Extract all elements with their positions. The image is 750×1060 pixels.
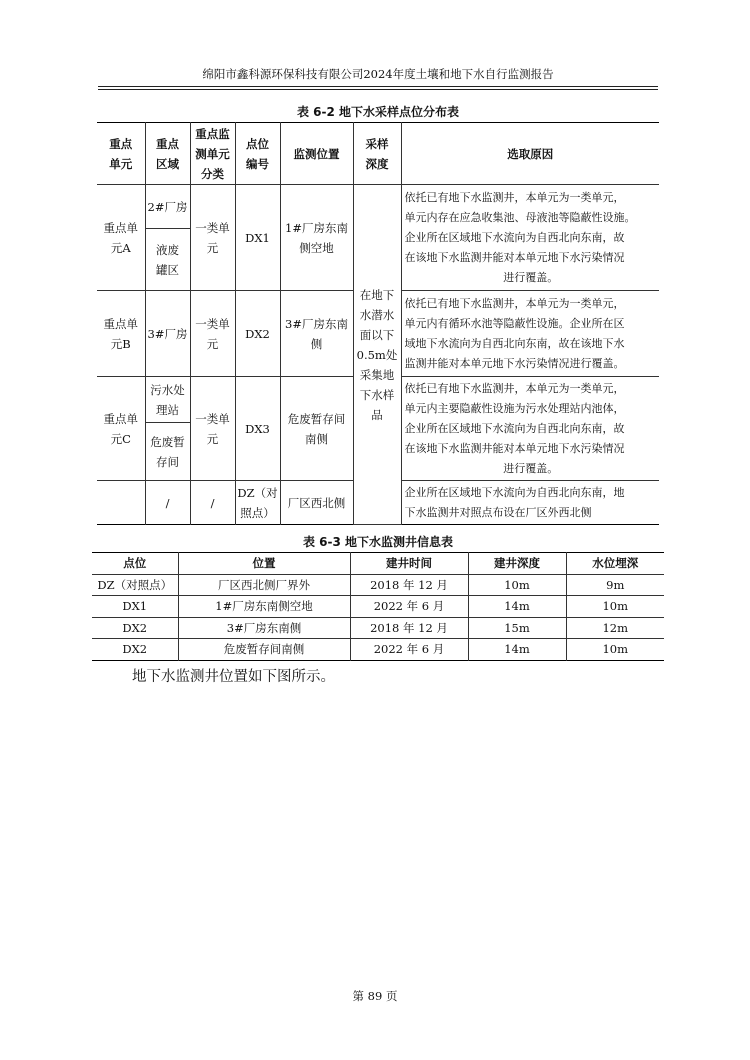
table-row xyxy=(92,574,664,596)
header-rule-thin xyxy=(98,89,658,90)
location-cell: 3#厂房东南 侧 xyxy=(280,291,353,377)
area-cell: 污水处 理站 xyxy=(145,377,190,423)
cell: 厂区西北侧厂界外 xyxy=(178,574,350,596)
code-cell: DX2 xyxy=(235,291,280,377)
table-row xyxy=(92,639,664,661)
th-unit: 重点 单元 xyxy=(97,123,145,185)
category-cell: 一类单 元 xyxy=(190,185,235,291)
th-reason: 选取原因 xyxy=(401,123,659,185)
category-cell: 一类单 元 xyxy=(190,291,235,377)
th-category: 重点监 测单元 分类 xyxy=(190,123,235,185)
area-cell: 液废 罐区 xyxy=(145,229,190,291)
groundwater-sampling-table xyxy=(97,122,659,525)
cell: 10m xyxy=(468,574,566,596)
th-code: 点位 编号 xyxy=(235,123,280,185)
cell: 10m xyxy=(566,596,664,618)
cell: 9m xyxy=(566,574,664,596)
unit-cell xyxy=(97,481,145,525)
page-number: 第 89 页 xyxy=(352,989,398,1003)
cell: 2022 年 6 月 xyxy=(350,596,468,618)
th-well-depth: 建井深度 xyxy=(468,553,566,575)
cell: 2018 年 12 月 xyxy=(350,574,468,596)
monitoring-well-table xyxy=(92,552,664,661)
location-cell: 厂区西北侧 xyxy=(280,481,353,525)
code-cell: DX3 xyxy=(235,377,280,481)
reason-cell: 企业所在区域地下水流向为自西北向东南，地 下水监测井对照点布设在厂区外西北侧 xyxy=(401,481,659,525)
body-paragraph: 地下水监测井位置如下图所示。 xyxy=(132,669,335,685)
th-area: 重点 区域 xyxy=(145,123,190,185)
area-cell: 危废暂 存间 xyxy=(145,423,190,481)
table2-caption: 表 6-3 地下水监测井信息表 xyxy=(302,535,454,549)
table1-caption: 表 6-2 地下水采样点位分布表 xyxy=(296,105,460,119)
table-row xyxy=(92,596,664,618)
depth-cell: 在地下 水潜水 面以下 0.5m处 采集地 下水样 品 xyxy=(353,185,401,525)
th-build-time: 建井时间 xyxy=(350,553,468,575)
th-depth: 采样 深度 xyxy=(353,123,401,185)
table1-header-row xyxy=(97,123,659,185)
location-cell: 1#厂房东南 侧空地 xyxy=(280,185,353,291)
area-cell: / xyxy=(145,481,190,525)
cell: DX2 xyxy=(92,639,178,661)
area-cell: 2#厂房 xyxy=(145,185,190,229)
cell: DX2 xyxy=(92,617,178,639)
cell: DZ（对照点） xyxy=(92,574,178,596)
unit-cell: 重点单 元B xyxy=(97,291,145,377)
cell: 危废暂存间南侧 xyxy=(178,639,350,661)
cell: 14m xyxy=(468,596,566,618)
area-cell: 3#厂房 xyxy=(145,291,190,377)
category-cell: 一类单 元 xyxy=(190,377,235,481)
table2-header-row xyxy=(92,553,664,575)
th-position: 位置 xyxy=(178,553,350,575)
header-rule-thick xyxy=(98,86,658,87)
th-location: 监测位置 xyxy=(280,123,353,185)
table-row xyxy=(97,185,659,229)
th-point: 点位 xyxy=(92,553,178,575)
location-cell: 危废暂存间 南侧 xyxy=(280,377,353,481)
cell: 3#厂房东南侧 xyxy=(178,617,350,639)
unit-cell: 重点单 元C xyxy=(97,377,145,481)
reason-cell: 依托已有地下水监测井，本单元为一类单元， 单元内存在应急收集池、母液池等隐蔽性设施。 企业所在区域地下水流向为自西北向东南，故 在该地下水监测井能对本单元地下水污染情况 进行覆盖。 xyxy=(401,185,659,291)
cell: 15m xyxy=(468,617,566,639)
code-cell: DZ（对 照点） xyxy=(235,481,280,525)
cell: 12m xyxy=(566,617,664,639)
reason-cell: 依托已有地下水监测井，本单元为一类单元， 单元内有循环水池等隐蔽性设施。企业所在区 域地下水流向为自西北向东南，故在该地下水 监测井能对本单元地下水污染情况进行覆盖。 xyxy=(401,291,659,377)
cell: 14m xyxy=(468,639,566,661)
cell: DX1 xyxy=(92,596,178,618)
table-row xyxy=(92,617,664,639)
cell: 10m xyxy=(566,639,664,661)
unit-cell: 重点单 元A xyxy=(97,185,145,291)
code-cell: DX1 xyxy=(235,185,280,291)
cell: 2022 年 6 月 xyxy=(350,639,468,661)
reason-cell: 依托已有地下水监测井，本单元为一类单元， 单元内主要隐蔽性设施为污水处理站内池体， 企业所在区域地下水流向为自西北向东南，故 在该地下水监测井能对本单元地下水污染情况 进行覆盖。 xyxy=(401,377,659,481)
cell: 1#厂房东南侧空地 xyxy=(178,596,350,618)
th-water-depth: 水位埋深 xyxy=(566,553,664,575)
running-header: 绵阳市鑫科源环保科技有限公司2024年度土壤和地下水自行监测报告 xyxy=(202,67,554,81)
category-cell: / xyxy=(190,481,235,525)
cell: 2018 年 12 月 xyxy=(350,617,468,639)
